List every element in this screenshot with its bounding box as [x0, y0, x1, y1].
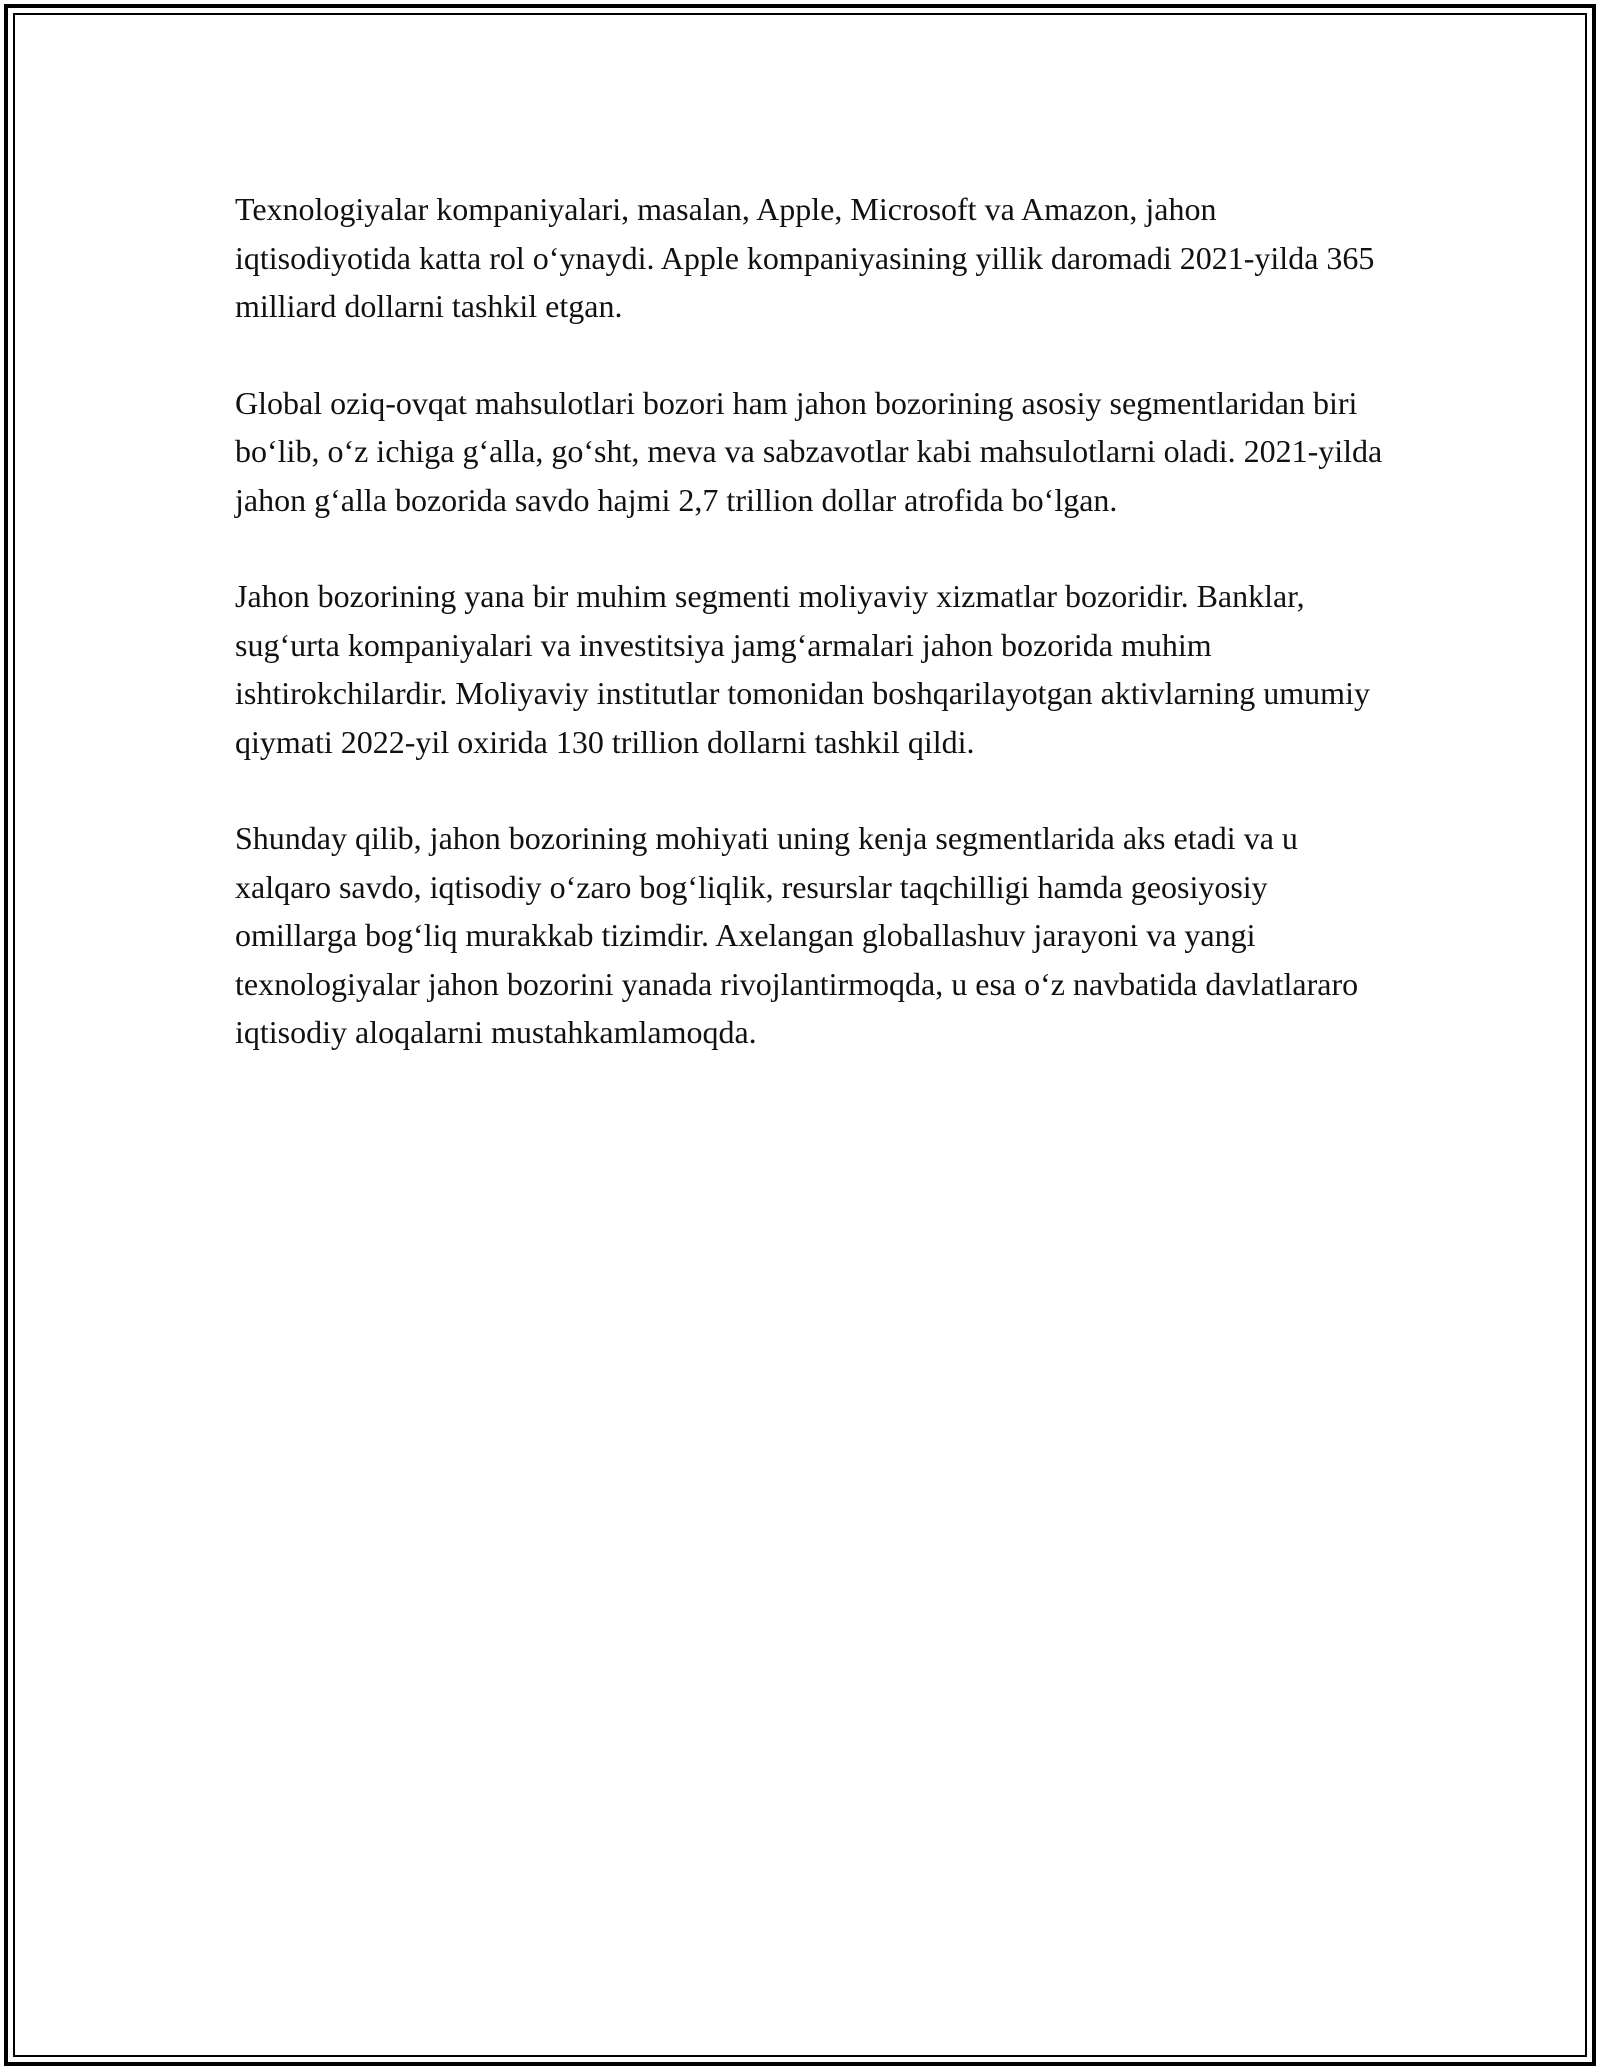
document-body — [235, 185, 1395, 1105]
paragraph-technology-companies: Texnologiyalar kompaniyalari, masalan, Apple, Microsoft va Amazon, jahon iqtisodiyotida katta rol o‘ynaydi. Apple kompaniyasining yillik daromadi 2021-yilda 365 milliard dollarni tashkil etgan. — [235, 191, 1375, 324]
paragraph-conclusion: Shunday qilib, jahon bozorining mohiyati uning kenja segmentlarida aks etadi va u xalqaro savdo, iqtisodiy o‘zaro bog‘liqlik, resurslar taqchilligi hamda geosiyosiy omillarga bog‘liq murakkab tizimdir. Axelangan globallashuv jarayoni va yangi texnologiyalar jahon bozorini yanada rivojlantirmoqda, u esa o‘z navbatida davlatlararo iqtisodiy aloqalarni mustahkamlamoqda. — [235, 820, 1359, 1050]
paragraph-financial-services: Jahon bozorining yana bir muhim segmenti moliyaviy xizmatlar bozoridir. Banklar, sug‘urta kompaniyalari va investitsiya jamg‘armalari jahon bozorida muhim ishtirokchilardir. Moliyaviy institutlar tomonidan boshqarilayotgan aktivlarning umumiy qiymati 2022-yil oxirida 130 trillion dollarni tashkil qildi. — [235, 578, 1370, 760]
paragraph-food-market: Global oziq-ovqat mahsulotlari bozori ham jahon bozorining asosiy segmentlaridan biri bo‘lib, o‘z ichiga g‘alla, go‘sht, meva va sabzavotlar kabi mahsulotlarni oladi. 2021-yilda jahon g‘alla bozorida savdo hajmi 2,7 trillion dollar atrofida bo‘lgan. — [235, 384, 1383, 518]
